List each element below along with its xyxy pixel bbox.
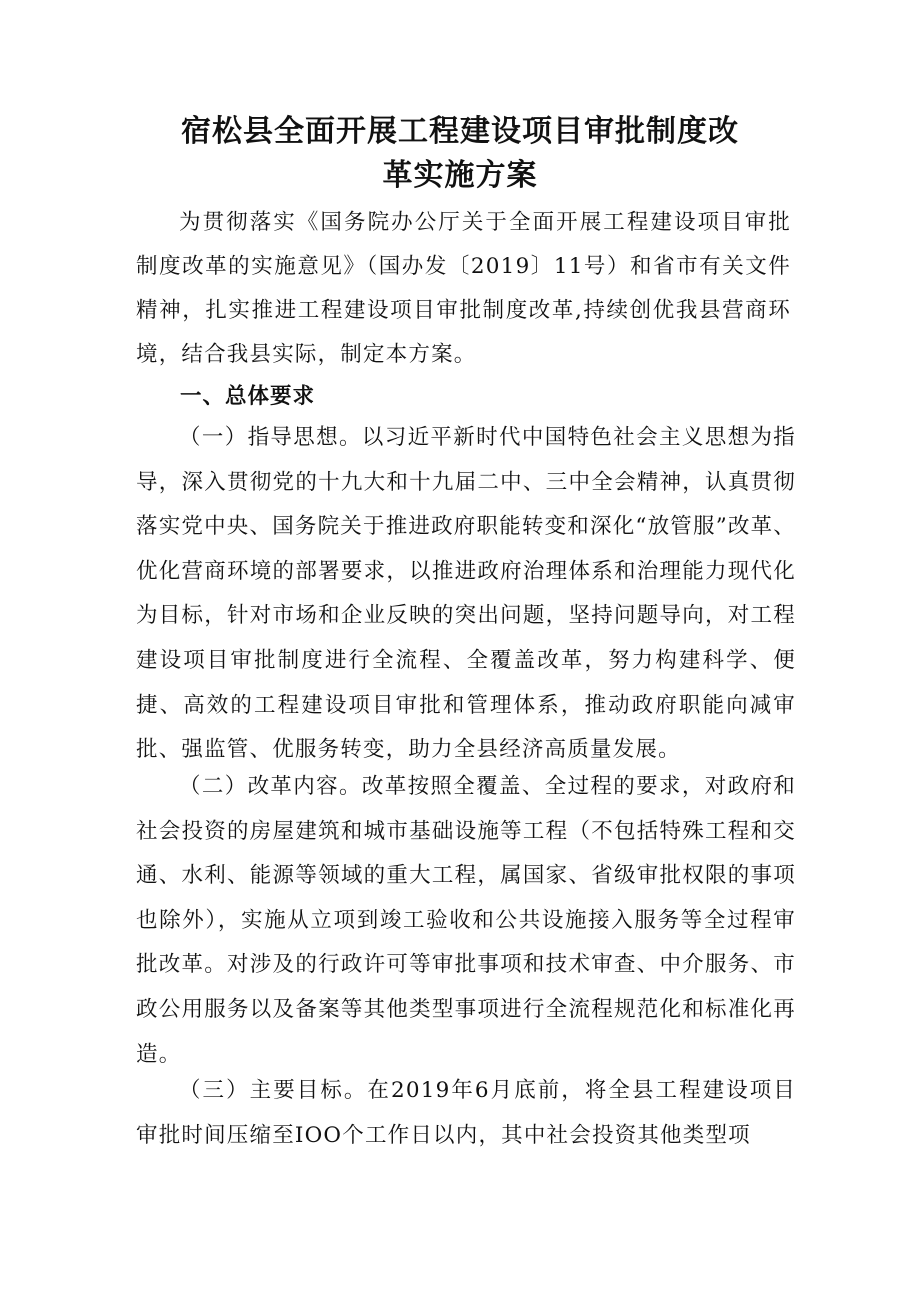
document-title-line-2: 革实施方案 xyxy=(382,158,538,193)
section-heading-general-requirements: 一、总体要求 xyxy=(180,384,316,409)
paragraph-reform-content: （二）改革内容。改革按照全覆盖、全过程的要求，对政府和社会投资的房屋建筑和城市基础设施等工程（不包括特殊工程和交通、水利、能源等领域的重大工程，属国家、省级审批权限的事项也除外），实施从立项到竣工验收和公共设施接入服务等全过程审批改革。对涉及的行政许可等审批事项和技术审查、中介服务、市政公用服务以及备案等其他类型事项进行全流程规范化和标准化再造。 xyxy=(136,774,796,1067)
document-title-line-1: 宿松县全面开展工程建设项目审批制度改 xyxy=(181,114,739,149)
paragraph-guiding-ideology: （一）指导思想。以习近平新时代中国特色社会主义思想为指导，深入贯彻党的十九大和十九届二中、三中全会精神，认真贯彻落实党中央、国务院关于推进政府职能转变和深化“放管服”改革、优化营商环境的部署要求，以推进政府治理体系和治理能力现代化为目标，针对市场和企业反映的突出问题，坚持问题导向，对工程建设项目审批制度进行全流程、全覆盖改革，努力构建科学、便捷、高效的工程建设项目审批和管理体系，推动政府职能向减审批、强监管、优服务转变，助力全县经济高质量发展。 xyxy=(136,425,796,763)
paragraph-main-goals: （三）主要目标。在2019年6月底前，将全县工程建设项目审批时间压缩至IOO个工作日以内，其中社会投资其他类型项 xyxy=(136,1078,796,1148)
intro-paragraph: 为贯彻落实《国务院办公厅关于全面开展工程建设项目审批制度改革的实施意见》（国办发〔2019〕11号）和省市有关文件精神，扎实推进工程建设项目审批制度改革,持续创优我县营商环境，结合我县实际，制定本方案。 xyxy=(136,210,791,367)
